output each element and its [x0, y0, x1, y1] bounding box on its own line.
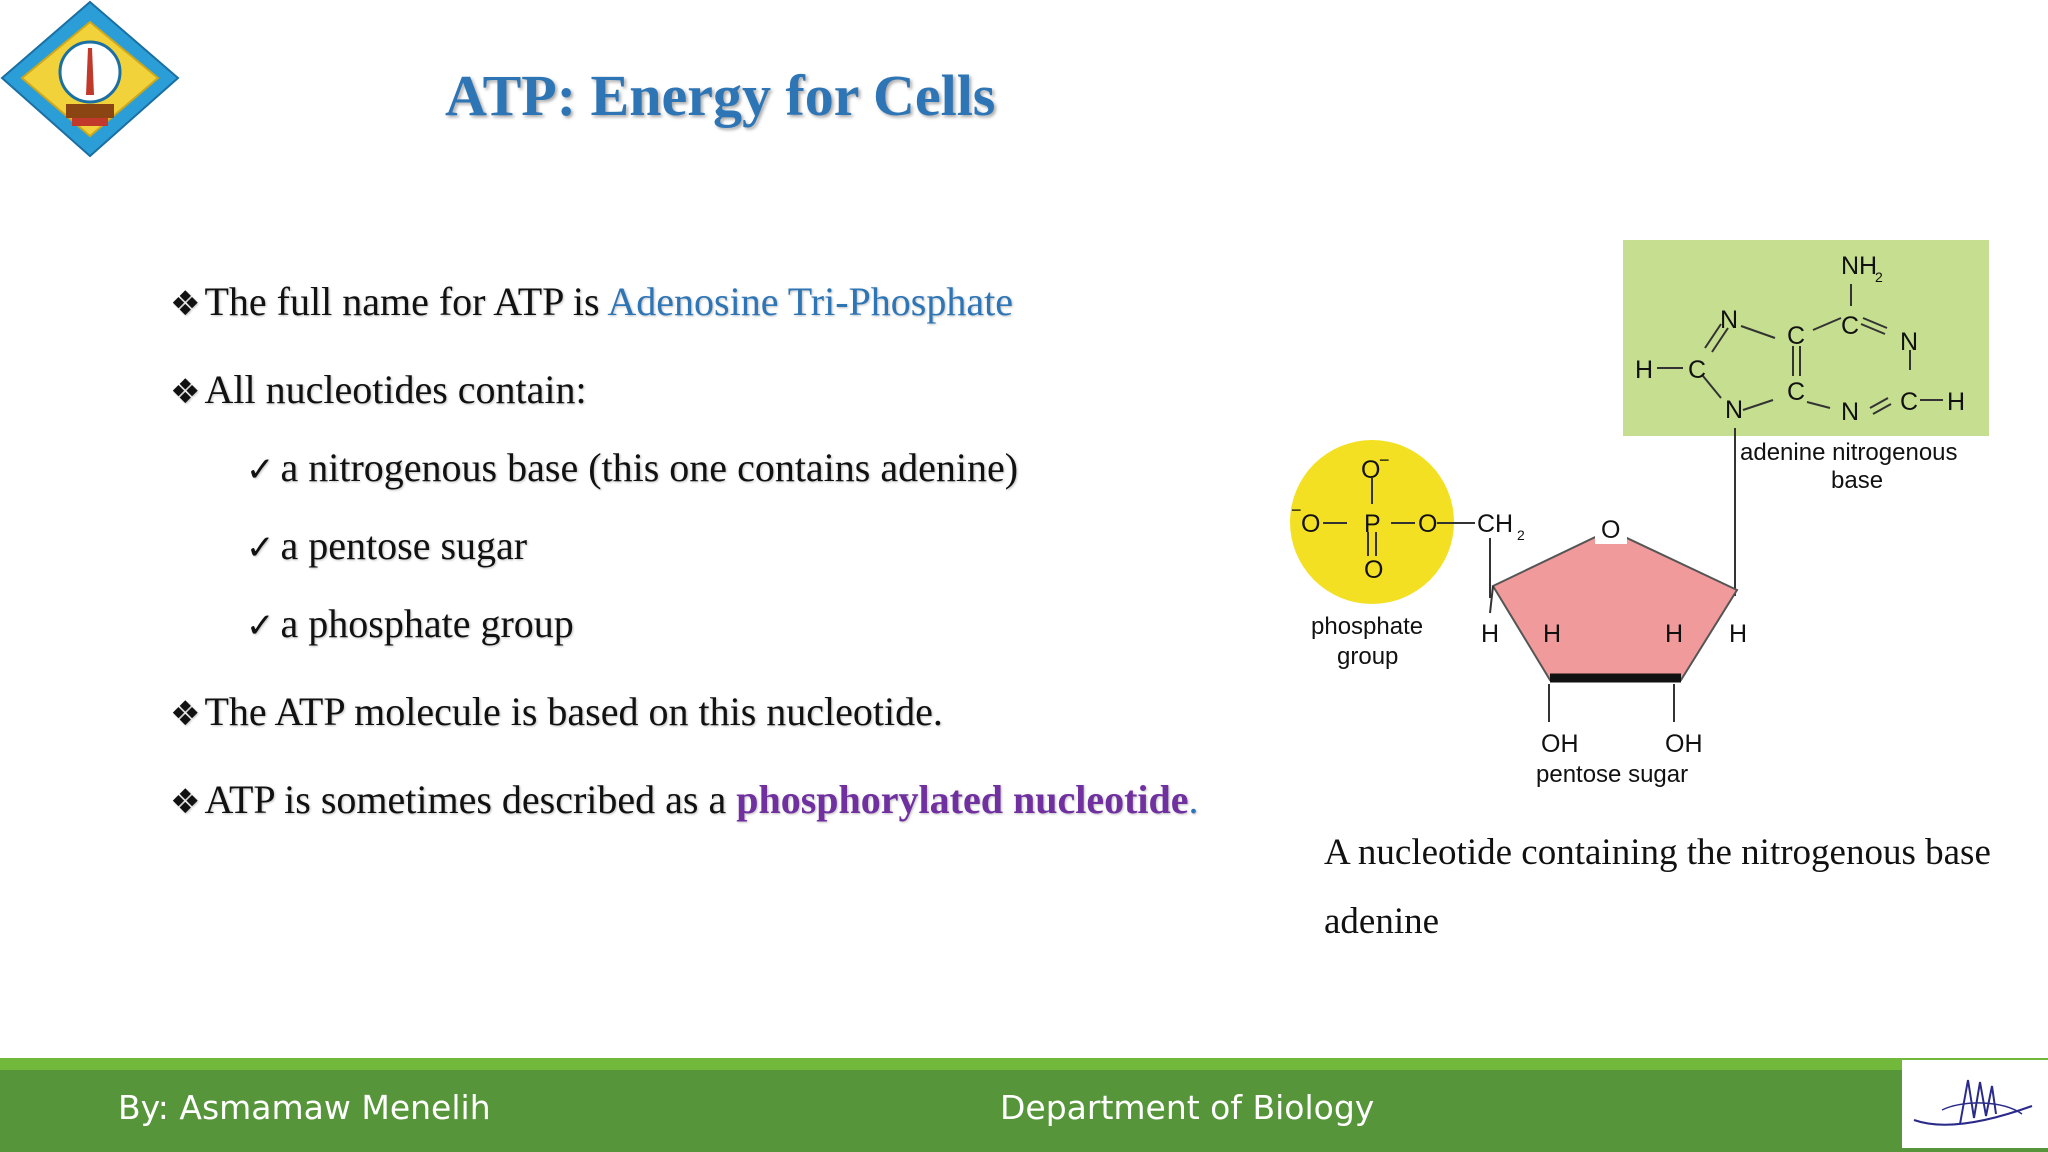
diagram-caption: A nucleotide containing the nitrogenous base adenine	[1324, 832, 1991, 942]
svg-text:N: N	[1841, 398, 1860, 426]
subbullet-pentose-sugar: ✓ a pentose sugar	[246, 523, 528, 568]
svg-text:H: H	[1481, 620, 1500, 648]
svg-text:pentose sugar: pentose sugar	[1536, 761, 1689, 788]
adenine-base-box	[1623, 240, 1989, 436]
bullet-atp-molecule: ❖ The ATP molecule is based on this nucleotide.	[170, 689, 943, 734]
svg-text:O: O	[1301, 510, 1321, 538]
bullet-phosphorylated: ❖ ATP is sometimes described as a phosphorylated nucleotide.	[170, 777, 1199, 822]
svg-text:N: N	[1900, 328, 1919, 356]
svg-text:2: 2	[1875, 269, 1883, 285]
footer-department: Department of Biology	[1000, 1088, 1375, 1127]
svg-text:group: group	[1337, 643, 1399, 670]
phosphorylated-nucleotide: phosphorylated nucleotide	[736, 777, 1189, 822]
svg-text:H: H	[1635, 356, 1654, 384]
svg-text:H: H	[1729, 620, 1748, 648]
university-logo	[0, 0, 180, 160]
svg-text:OH: OH	[1541, 730, 1579, 758]
svg-text:phosphate: phosphate	[1311, 613, 1424, 640]
signature-image	[1902, 1060, 2048, 1148]
diamond-bullet-icon: ❖	[170, 782, 201, 822]
svg-text:NH: NH	[1841, 252, 1878, 280]
svg-text:N: N	[1720, 306, 1739, 334]
subbullet-phosphate-group: ✓ a phosphate group	[246, 601, 574, 646]
check-icon: ✓	[246, 606, 275, 646]
svg-text:O: O	[1361, 456, 1381, 484]
diamond-bullet-icon: ❖	[170, 284, 201, 324]
svg-text:N: N	[1725, 396, 1744, 424]
subbullet-nitrogenous-base: ✓ a nitrogenous base (this one contains adenine)	[246, 445, 1019, 490]
svg-text:2: 2	[1517, 527, 1525, 543]
svg-text:OH: OH	[1665, 730, 1703, 758]
pentose-sugar-ring	[1493, 530, 1737, 680]
diamond-bullet-icon: ❖	[170, 372, 201, 412]
bullet-nucleotides: ❖ All nucleotides contain:	[170, 367, 587, 412]
svg-text:adenine nitrogenous: adenine nitrogenous	[1740, 439, 1958, 466]
svg-text:O: O	[1418, 510, 1438, 538]
svg-text:−: −	[1379, 450, 1390, 470]
check-icon: ✓	[246, 450, 275, 490]
svg-text:C: C	[1787, 378, 1806, 406]
check-icon: ✓	[246, 528, 275, 568]
slide-title: ATP: Energy for Cells	[445, 63, 996, 128]
footer-author: By: Asmamaw Menelih	[118, 1088, 491, 1127]
svg-text:H: H	[1543, 620, 1562, 648]
atp-full-name: Adenosine Tri-Phosphate	[607, 279, 1013, 324]
diamond-bullet-icon: ❖	[170, 694, 201, 734]
svg-text:base: base	[1831, 467, 1884, 494]
bullet-full-name: ❖ The full name for ATP is Adenosine Tri-Phosphate	[170, 279, 1013, 324]
svg-text:C: C	[1787, 322, 1806, 350]
svg-text:P: P	[1364, 510, 1381, 538]
svg-text:H: H	[1665, 620, 1684, 648]
svg-text:C: C	[1688, 356, 1707, 384]
svg-text:CH: CH	[1477, 510, 1514, 538]
svg-text:O: O	[1601, 516, 1621, 544]
svg-text:H: H	[1947, 388, 1966, 416]
svg-text:C: C	[1900, 388, 1919, 416]
svg-text:C: C	[1841, 312, 1860, 340]
nucleotide-diagram	[1285, 238, 2005, 798]
svg-text:−: −	[1291, 500, 1302, 520]
svg-text:O: O	[1364, 556, 1384, 584]
